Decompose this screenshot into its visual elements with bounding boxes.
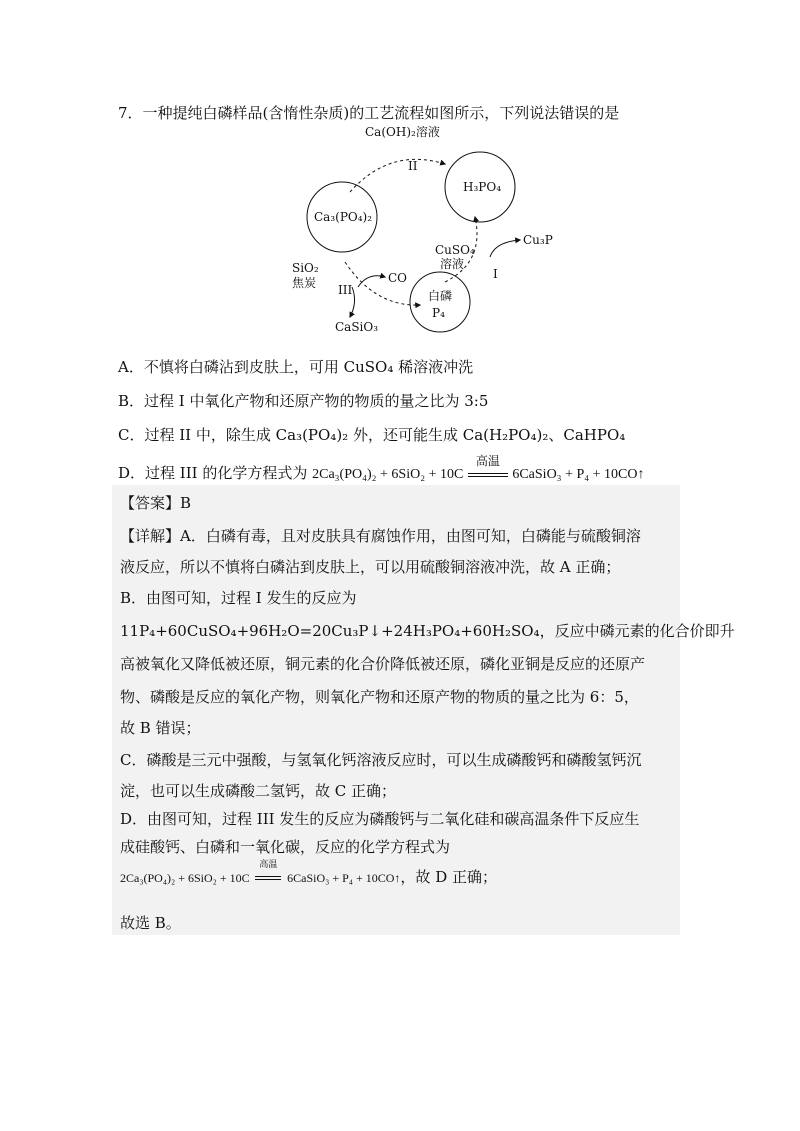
explain-line-11: 成硅酸钙、白磷和一氧化碳，反应的化学方程式为	[120, 838, 451, 856]
explain-eq-suffix: ，故 D 正确；	[400, 868, 497, 886]
explain-line-6: 物、磷酸是反应的氧化产物，则氧化产物和还原产物的物质的量之比为 6：5，	[120, 688, 639, 706]
label-cu3p: Cu₃P	[523, 233, 553, 247]
label-co: CO	[388, 271, 408, 285]
label-coke: 焦炭	[292, 276, 317, 290]
label-step-I: I	[493, 267, 498, 281]
arrow-to-cu3p	[490, 240, 520, 257]
label-step-II: II	[408, 159, 418, 173]
process-flow-diagram	[280, 122, 553, 337]
option-d	[118, 454, 645, 483]
option-d-equation	[312, 454, 645, 482]
dashed-cycle-arrow-III	[345, 262, 420, 305]
explain-line-9: 淀，也可以生成磷酸二氢钙，故 C 正确；	[120, 782, 397, 800]
option-d-lhs: 2Ca₃(PO₄)₂ + 6SiO₂ + 10C	[312, 467, 464, 482]
explain-eq-condition-text: 高温	[259, 860, 278, 870]
explain-line-2: 液反应，所以不慎将白磷沾到皮肤上，可以用硫酸铜溶液冲洗，故 A 正确；	[120, 558, 621, 576]
option-d-condition-text: 高温	[475, 454, 500, 468]
label-caoh2: Ca(OH)₂溶液	[365, 125, 440, 139]
conclusion: 故选 B。	[120, 914, 181, 932]
explain-eq-rhs: 6CaSiO₃ + P₄ + 10CO↑	[287, 871, 401, 885]
explain-line-5: 高被氧化又降低被还原，铜元素的化合价降低被还原，磷化亚铜是反应的还原产	[120, 655, 646, 673]
explain-line-3: B．由图可知，过程 I 发生的反应为	[120, 589, 357, 607]
explain-line-10: D．由图可知，过程 III 发生的反应为磷酸钙与二氧化硅和碳高温条件下反应生	[120, 810, 640, 828]
label-h3po4: H₃PO₄	[463, 180, 501, 194]
option-d-condition	[467, 454, 509, 483]
option-c: C．过程 II 中，除生成 Ca₃(PO₄)₂ 外，还可能生成 Ca(H₂PO₄)₂、CaHPO₄	[118, 426, 626, 444]
label-p4-name: 白磷	[428, 289, 453, 303]
explain-line-7: 故 B 错误；	[120, 719, 201, 737]
option-a: A．不慎将白磷沾到皮肤上，可用 CuSO₄ 稀溶液冲洗	[118, 358, 474, 376]
explain-eq-condition	[254, 860, 282, 886]
question-number: 7．	[118, 104, 143, 122]
explain-eq-lhs: 2Ca₃(PO₄)₂ + 6SiO₂ + 10C	[120, 871, 250, 885]
explain-line-8: C．磷酸是三元中强酸，与氢氧化钙溶液反应时，可以生成磷酸钙和磷酸氢钙沉	[120, 751, 642, 769]
option-d-rhs: 6CaSiO₃ + P₄ + 10CO↑	[512, 467, 645, 482]
label-ca3po42: Ca₃(PO₄)₂	[314, 210, 373, 224]
option-d-prefix: D．过程 III 的化学方程式为	[118, 464, 308, 482]
dashed-cycle-arrow-II	[350, 159, 445, 192]
label-cuso4-solution: 溶液	[440, 257, 465, 271]
label-cuso4: CuSO₄	[435, 243, 475, 257]
question-stem	[118, 102, 619, 123]
label-step-III: III	[338, 283, 353, 297]
label-p4: P₄	[432, 306, 445, 320]
option-b: B．过程 I 中氧化产物和还原产物的物质的量之比为 3:5	[118, 392, 489, 410]
question-text: 一种提纯白磷样品(含惰性杂质)的工艺流程如图所示，下列说法错误的是	[142, 104, 620, 122]
explain-equation	[120, 860, 497, 887]
explain-line-1: 【详解】A．白磷有毒，且对皮肤具有腐蚀作用，由图可知，白磷能与硫酸铜溶	[120, 527, 641, 545]
arrow-to-co	[358, 276, 385, 287]
label-casio3: CaSiO₃	[335, 320, 379, 334]
explain-line-4: 11P₄+60CuSO₄+96H₂O=20Cu₃P↓+24H₃PO₄+60H₂SO₄，反应中磷元素的化合价即升	[120, 622, 735, 640]
label-sio2: SiO₂	[292, 261, 319, 275]
answer-label: 【答案】B	[120, 494, 192, 512]
